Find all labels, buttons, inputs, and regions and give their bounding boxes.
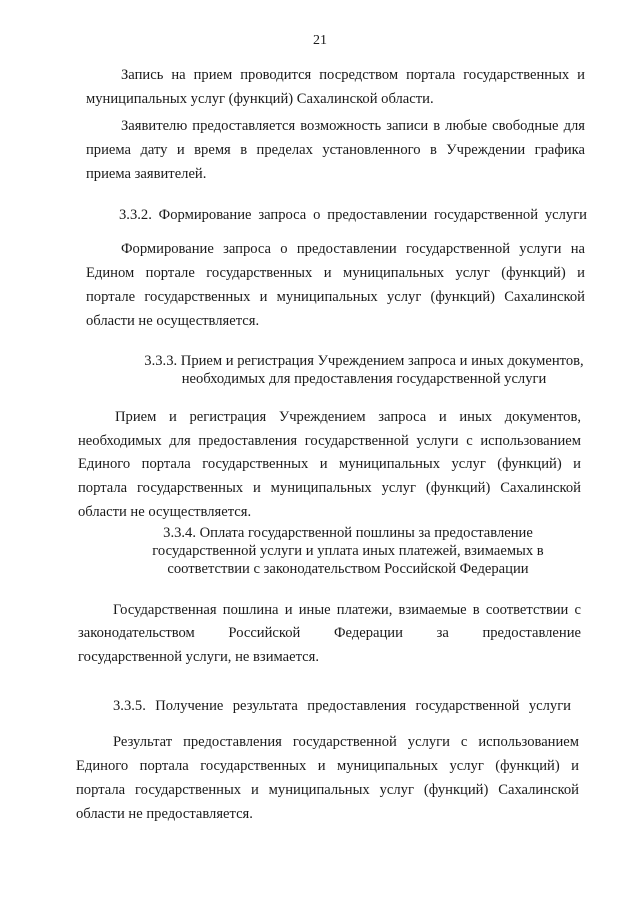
paragraph-6-line-3: портала государственных и муниципальных услуг (функций) Сахалинской: [76, 782, 579, 798]
paragraph-1-line-1: Запись на прием проводится посредством портала государственных и: [121, 67, 585, 83]
paragraph-3-line-4: области не осуществляется.: [86, 313, 260, 329]
paragraph-5-line-3: государственной услуги, не взимается.: [78, 649, 319, 665]
paragraph-1-line-2: муниципальных услуг (функций) Сахалинской области.: [86, 91, 434, 107]
section-heading-3-3-4-line-3: соответствии с законодательством Российской Федерации: [167, 561, 529, 577]
paragraph-5-line-2: законодательством Российской Федерации за предоставление: [78, 625, 581, 641]
paragraph-4-line-2: необходимых для предоставления государственной услуги с использованием: [78, 433, 581, 449]
paragraph-6-line-4: области не предоставляется.: [76, 806, 253, 822]
paragraph-2-line-1: Заявителю предоставляется возможность записи в любые свободные для: [121, 118, 585, 134]
paragraph-6-line-1: Результат предоставления государственной услуги с использованием: [113, 734, 579, 750]
paragraph-6-line-2: Единого портала государственных и муниципальных услуг (функций) и: [76, 758, 579, 774]
paragraph-4-line-1: Прием и регистрация Учреждением запроса и иных документов,: [115, 409, 581, 425]
paragraph-2-line-3: приема заявителей.: [86, 166, 207, 182]
paragraph-4-line-5: области не осуществляется.: [78, 504, 252, 520]
section-heading-3-3-3-line-1: 3.3.3. Прием и регистрация Учреждением запроса и иных документов,: [144, 353, 584, 369]
paragraph-4-line-4: портала государственных и муниципальных услуг (функций) Сахалинской: [78, 480, 581, 496]
section-heading-3-3-5: 3.3.5. Получение результата предоставления государственной услуги: [113, 698, 571, 714]
page-number: 21: [313, 33, 327, 48]
paragraph-3-line-3: портале государственных и муниципальных услуг (функций) Сахалинской: [86, 289, 585, 305]
paragraph-4-line-3: Единого портала государственных и муниципальных услуг (функций) и: [78, 456, 581, 472]
section-heading-3-3-3-line-2: необходимых для предоставления государственной услуги: [181, 371, 547, 387]
paragraph-3-line-1: Формирование запроса о предоставлении государственной услуги на: [121, 241, 585, 257]
paragraph-2-line-2: приема дату и время в пределах установленного в Учреждении графика: [86, 142, 585, 158]
section-heading-3-3-4-line-2: государственной услуги и уплата иных платежей, взимаемых в: [152, 543, 544, 559]
paragraph-5-line-1: Государственная пошлина и иные платежи, взимаемые в соответствии с: [113, 602, 581, 618]
paragraph-3-line-2: Едином портале государственных и муниципальных услуг (функций) и: [86, 265, 585, 281]
section-heading-3-3-4-line-1: 3.3.4. Оплата государственной пошлины за предоставление: [163, 525, 533, 541]
section-heading-3-3-2: 3.3.2. Формирование запроса о предоставлении государственной услуги: [119, 207, 587, 223]
